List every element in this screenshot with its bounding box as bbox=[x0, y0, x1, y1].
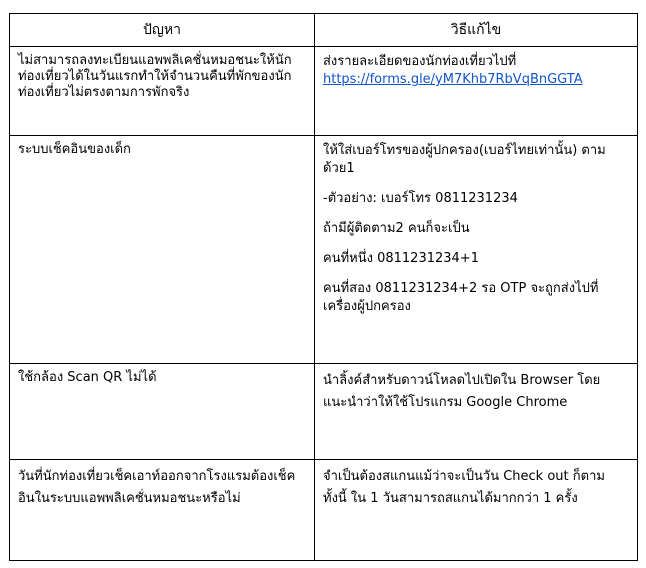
solution-cell bbox=[315, 460, 638, 561]
problem-text: ระบบเช็คอินของเด็ก bbox=[18, 142, 131, 157]
problem-text: วันที่นักท่องเที่ยวเช็คเอาท์ออกจากโรงแรมต้องเช็คอินในระบบแอพพลิเคชั่นหมอชนะหรือไม่ bbox=[18, 469, 296, 506]
solution-paragraph: คนที่สอง 0811231234+2 รอ OTP จะถูกส่งไปที่เครื่องผู้ปกครอง bbox=[323, 281, 599, 314]
problem-cell bbox=[10, 460, 315, 561]
problem-text: ไม่สามารถลงทะเบียนแอพพลิเคชั่นหมอชนะให้นักท่องเที่ยวได้ในวันแรกทำให้จำนวนคืนที่พักของนักท่องเที่ยวไม่ตรงตามการพักจริง bbox=[18, 53, 292, 100]
faq-table bbox=[9, 13, 638, 561]
solution-text: นำลิ้งค์สำหรับดาวน์โหลดไปเปิดใน Browser โดยแนะนำว่าให้ใช้โปรแกรม Google Chrome bbox=[323, 373, 601, 410]
solution-paragraph: คนที่หนึ่ง 0811231234+1 bbox=[323, 251, 479, 266]
problem-text: ใช้กล้อง Scan QR ไม่ได้ bbox=[18, 370, 157, 385]
table-row bbox=[10, 364, 638, 460]
solution-paragraph: ให้ใส่เบอร์โทรของผู้ปกครอง(เบอร์ไทยเท่านั้น) ตามด้วย1 bbox=[323, 143, 606, 176]
problem-cell bbox=[10, 364, 315, 460]
table-row bbox=[10, 136, 638, 364]
solution-text: จำเป็นต้องสแกนแม้ว่าจะเป็นวัน Check out ก็ตาม ทั้งนี้ ใน 1 วันสามารถสแกนได้มากกว่า 1 ครั้ง bbox=[323, 469, 605, 506]
header-problem: ปัญหา bbox=[10, 14, 315, 47]
table-row bbox=[10, 460, 638, 561]
solution-cell bbox=[315, 364, 638, 460]
solution-paragraph: ถ้ามีผู้ติดตาม2 คนก็จะเป็น bbox=[323, 221, 470, 236]
solution-paragraph: -ตัวอย่าง: เบอร์โทร 0811231234 bbox=[323, 191, 518, 206]
solution-text: ส่งรายละเอียดของนักท่องเที่ยวไปที่ bbox=[323, 54, 517, 69]
solution-cell bbox=[315, 136, 638, 364]
table-row bbox=[10, 47, 638, 136]
problem-cell bbox=[10, 47, 315, 136]
header-row bbox=[10, 14, 638, 47]
problem-cell bbox=[10, 136, 315, 364]
header-solution: วิธีแก้ไข bbox=[315, 14, 638, 47]
form-link[interactable]: https://forms.gle/yM7Khb7RbVqBnGGTA bbox=[323, 72, 583, 87]
solution-cell bbox=[315, 47, 638, 136]
